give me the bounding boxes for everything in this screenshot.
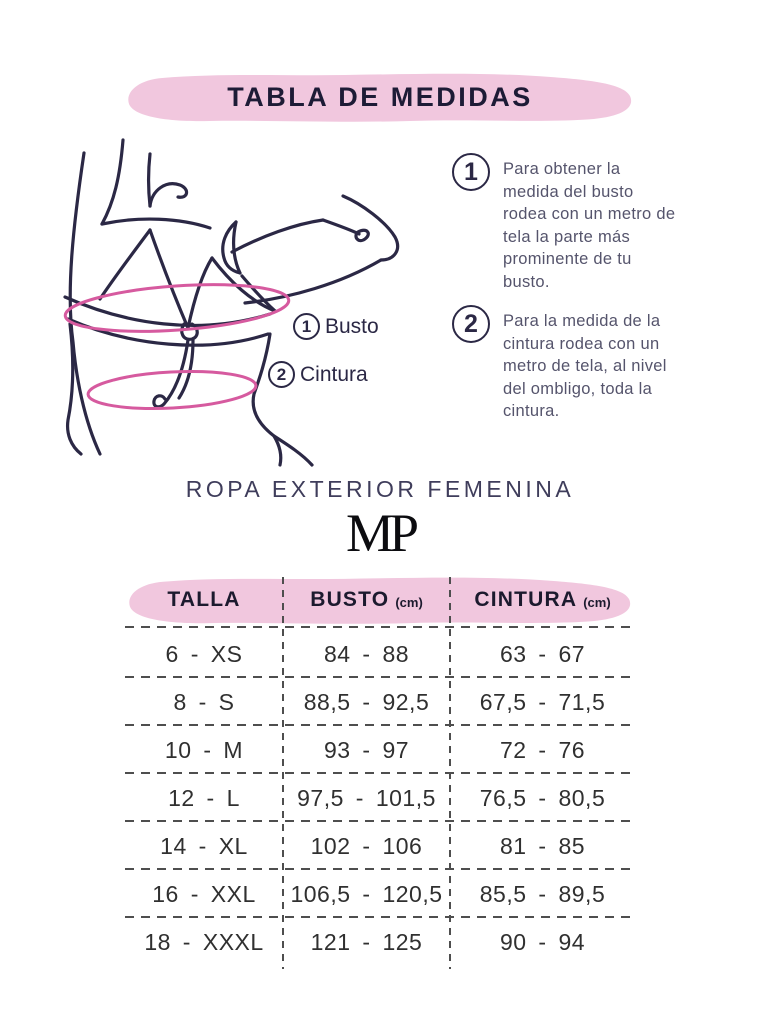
size-table	[125, 575, 635, 969]
instruction-item-1	[452, 153, 702, 293]
table-row	[125, 822, 635, 870]
waist-number-icon: 2	[268, 361, 295, 388]
size-cell: 6 - XS	[165, 640, 243, 667]
table-row	[125, 774, 635, 822]
waist-cell: 76,5 - 80,5	[479, 784, 606, 811]
table-row	[125, 678, 635, 726]
header-cintura-unit: (cm)	[583, 594, 611, 610]
size-cell: 16 - XXL	[152, 880, 256, 907]
header-talla	[125, 575, 283, 625]
size-cell: 18 - XXXL	[144, 928, 264, 955]
waist-cell: 90 - 94	[499, 928, 586, 955]
page-header	[124, 71, 636, 123]
bust-cell: 106,5 - 120,5	[290, 880, 443, 907]
waist-cell: 67,5 - 71,5	[479, 688, 606, 715]
step-2-number-icon: 2	[452, 305, 490, 343]
header-busto	[283, 575, 450, 625]
size-cell: 10 - M	[164, 736, 244, 763]
page-title: TABLA DE MEDIDAS	[227, 81, 533, 112]
torso-line-art	[40, 132, 440, 467]
table-row	[125, 726, 635, 774]
bust-cell: 93 - 97	[323, 736, 410, 763]
size-cell: 12 - L	[168, 784, 240, 811]
bust-label	[293, 313, 379, 340]
measurement-illustration	[40, 132, 440, 467]
instruction-1-text: Para obtener la medida del busto rodea con un metro de tela la parte más prominente de tu busto.	[503, 160, 676, 291]
step-1-number-icon: 1	[452, 153, 490, 191]
waist-cell: 81 - 85	[499, 832, 586, 859]
header-cintura-label: CINTURA	[474, 588, 578, 611]
table-row	[125, 630, 635, 678]
section-heading: ROPA EXTERIOR FEMENINA	[185, 476, 575, 502]
instruction-item-2	[452, 305, 702, 423]
table-row	[125, 870, 635, 918]
column-divider-1	[282, 577, 284, 969]
table-body	[125, 630, 635, 966]
bust-cell: 102 - 106	[310, 832, 423, 859]
table-row	[125, 918, 635, 966]
bust-number-icon: 1	[293, 313, 320, 340]
size-cell: 8 - S	[173, 688, 235, 715]
header-talla-label: TALLA	[167, 588, 241, 611]
waist-label-text: Cintura	[300, 362, 368, 386]
bust-cell: 121 - 125	[310, 928, 423, 955]
instructions-list	[452, 153, 702, 423]
waist-label	[268, 361, 368, 388]
brand-logo: MP	[345, 503, 415, 563]
bust-cell: 97,5 - 101,5	[297, 784, 436, 811]
bust-label-text: Busto	[325, 314, 379, 338]
bust-cell: 88,5 - 92,5	[303, 688, 430, 715]
column-divider-2	[449, 577, 451, 969]
waist-cell: 72 - 76	[499, 736, 586, 763]
instruction-2-text: Para la medida de la cintura rodea con un metro de tela, al nivel del ombligo, toda la cintura.	[503, 312, 667, 420]
size-cell: 14 - XL	[160, 832, 248, 859]
table-header-row	[125, 575, 635, 625]
header-busto-unit: (cm)	[395, 594, 423, 610]
header-cintura	[450, 575, 635, 625]
header-busto-label: BUSTO	[310, 588, 390, 611]
waist-cell: 63 - 67	[499, 640, 586, 667]
bust-cell: 84 - 88	[323, 640, 410, 667]
waist-cell: 85,5 - 89,5	[479, 880, 606, 907]
